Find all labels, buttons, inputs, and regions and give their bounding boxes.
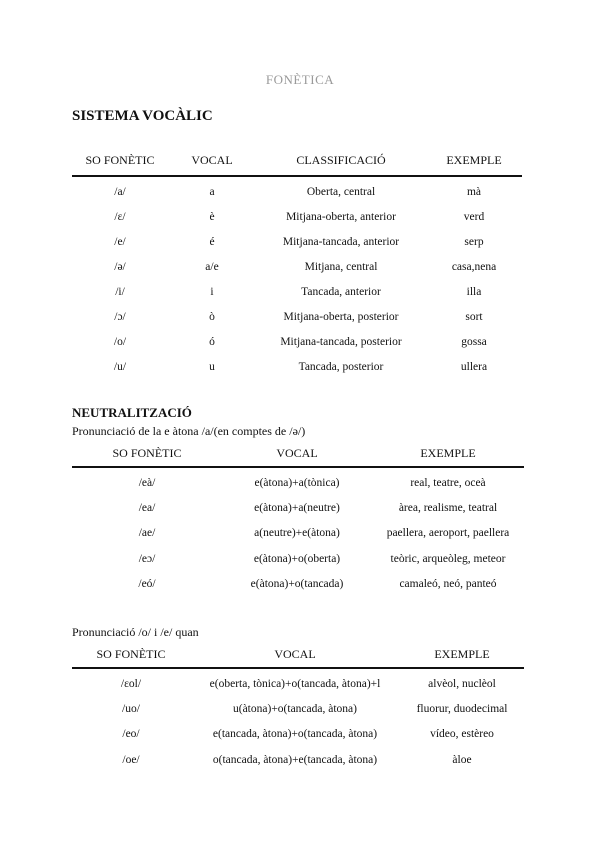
cell-vocal: ò	[209, 310, 215, 323]
cell-vocal: e(àtona)+a(tònica)	[254, 476, 340, 489]
table-row	[72, 354, 522, 379]
table-row	[72, 304, 522, 329]
cell-so: /ae/	[138, 527, 156, 540]
cell-classificacio: Mitjana, central	[304, 260, 378, 273]
cell-exemple: fluorur, duodecimal	[416, 702, 508, 715]
cell-classificacio: Mitjana-tancada, anterior	[282, 235, 400, 248]
col-header-classificacio: CLASSIFICACIÓ	[296, 152, 386, 167]
neutralization-table-1	[72, 440, 524, 596]
table-row	[72, 495, 524, 520]
vowel-system-table	[72, 145, 522, 379]
cell-exemple: ullera	[460, 360, 488, 373]
cell-vocal: e(àtona)+o(oberta)	[253, 552, 341, 565]
col-header-so: SO FONÈTIC	[96, 646, 166, 661]
document-title: FONÈTICA	[265, 72, 335, 87]
cell-so: /oe/	[122, 753, 140, 766]
cell-so: /ɛol/	[120, 677, 142, 690]
table-row	[72, 204, 522, 229]
cell-classificacio: Tancada, anterior	[301, 285, 381, 298]
cell-vocal: u	[209, 360, 215, 373]
col-header-so: SO FONÈTIC	[85, 152, 155, 167]
cell-exemple: gossa	[461, 335, 487, 348]
cell-so: /ɔ/	[114, 310, 126, 323]
cell-classificacio: Mitjana-tancada, posterior	[280, 335, 402, 348]
cell-vocal: e(oberta, tònica)+o(tancada, àtona)+l	[209, 677, 381, 690]
cell-classificacio: Tancada, posterior	[298, 360, 384, 373]
col-header-exemple: EXEMPLE	[446, 152, 502, 167]
table-row	[72, 668, 524, 696]
cell-vocal: a(neutre)+e(àtona)	[254, 527, 340, 540]
cell-so: /u/	[113, 360, 127, 373]
col-header-exemple: EXEMPLE	[420, 445, 476, 460]
cell-exemple: illa	[466, 285, 482, 298]
cell-exemple: àloe	[452, 753, 472, 766]
table-row	[72, 747, 524, 772]
table-row	[72, 722, 524, 747]
cell-classificacio: Mitjana-oberta, anterior	[286, 210, 396, 223]
table-row	[72, 571, 524, 596]
cell-exemple: vídeo, estèreo	[430, 728, 494, 741]
cell-exemple: alvèol, nuclèol	[428, 677, 496, 690]
cell-vocal: è	[209, 210, 215, 223]
cell-so: /i/	[115, 285, 125, 298]
table-row	[72, 696, 524, 721]
cell-exemple: serp	[464, 235, 484, 248]
neutralization-table-2	[72, 641, 524, 772]
vowel-system-title: SISTEMA VOCÀLIC	[72, 108, 213, 124]
cell-exemple: casa,nena	[451, 260, 497, 273]
cell-vocal: ó	[209, 335, 215, 348]
table-row	[72, 521, 524, 546]
cell-so: /ea/	[138, 501, 156, 514]
table-row	[72, 229, 522, 254]
cell-vocal: a/e	[205, 260, 219, 273]
cell-so: /o/	[113, 335, 127, 348]
neutralization-title: NEUTRALITZACIÓ	[72, 405, 192, 420]
cell-exemple: mà	[466, 185, 482, 198]
cell-so: /eó/	[138, 577, 156, 590]
table-row	[72, 279, 522, 304]
table-row	[72, 546, 524, 571]
cell-so: /ɛ/	[114, 210, 126, 223]
col-header-exemple: EXEMPLE	[434, 646, 490, 661]
col-header-vocal: VOCAL	[276, 445, 318, 460]
table-header-row	[72, 145, 522, 176]
neutralization-note-1: Pronunciació de la e àtona /a/(en comptes de /ə/)	[72, 424, 306, 438]
table-header-row	[72, 440, 524, 467]
col-header-vocal: VOCAL	[274, 646, 316, 661]
table-header-row	[72, 641, 524, 668]
table-row	[72, 329, 522, 354]
table-row	[72, 467, 524, 495]
cell-classificacio: Mitjana-oberta, posterior	[283, 310, 399, 323]
cell-so: /e/	[114, 235, 126, 248]
cell-vocal: é	[209, 235, 215, 248]
cell-vocal: o(tancada, àtona)+e(tancada, àtona)	[212, 753, 378, 766]
table-row	[72, 176, 522, 204]
cell-exemple: paellera, aeroport, paellera	[386, 527, 510, 540]
cell-exemple: sort	[465, 310, 483, 323]
cell-so: /ə/	[114, 260, 126, 273]
cell-exemple: àrea, realisme, teatral	[398, 501, 498, 514]
cell-so: /eà/	[138, 476, 156, 489]
cell-vocal: u(àtona)+o(tancada, àtona)	[233, 702, 357, 715]
cell-exemple: verd	[463, 210, 485, 223]
cell-vocal: a	[209, 185, 215, 198]
cell-classificacio: Oberta, central	[306, 185, 376, 198]
cell-vocal: e(àtona)+o(tancada)	[250, 577, 344, 590]
cell-vocal: i	[210, 285, 214, 298]
cell-so: /uo/	[122, 702, 140, 715]
table-row	[72, 254, 522, 279]
cell-exemple: real, teatre, oceà	[410, 476, 486, 489]
cell-so: /eɔ/	[138, 552, 156, 565]
col-header-vocal: VOCAL	[191, 152, 233, 167]
col-header-so: SO FONÈTIC	[112, 445, 182, 460]
cell-vocal: e(àtona)+a(neutre)	[254, 501, 340, 514]
cell-exemple: camaleó, neó, panteó	[399, 577, 497, 590]
neutralization-note-2: Pronunciació /o/ i /e/ quan	[72, 625, 199, 639]
cell-so: /a/	[114, 185, 126, 198]
cell-exemple: teòric, arqueòleg, meteor	[390, 552, 506, 565]
cell-so: /eo/	[122, 728, 140, 741]
cell-vocal: e(tancada, àtona)+o(tancada, àtona)	[212, 728, 378, 741]
